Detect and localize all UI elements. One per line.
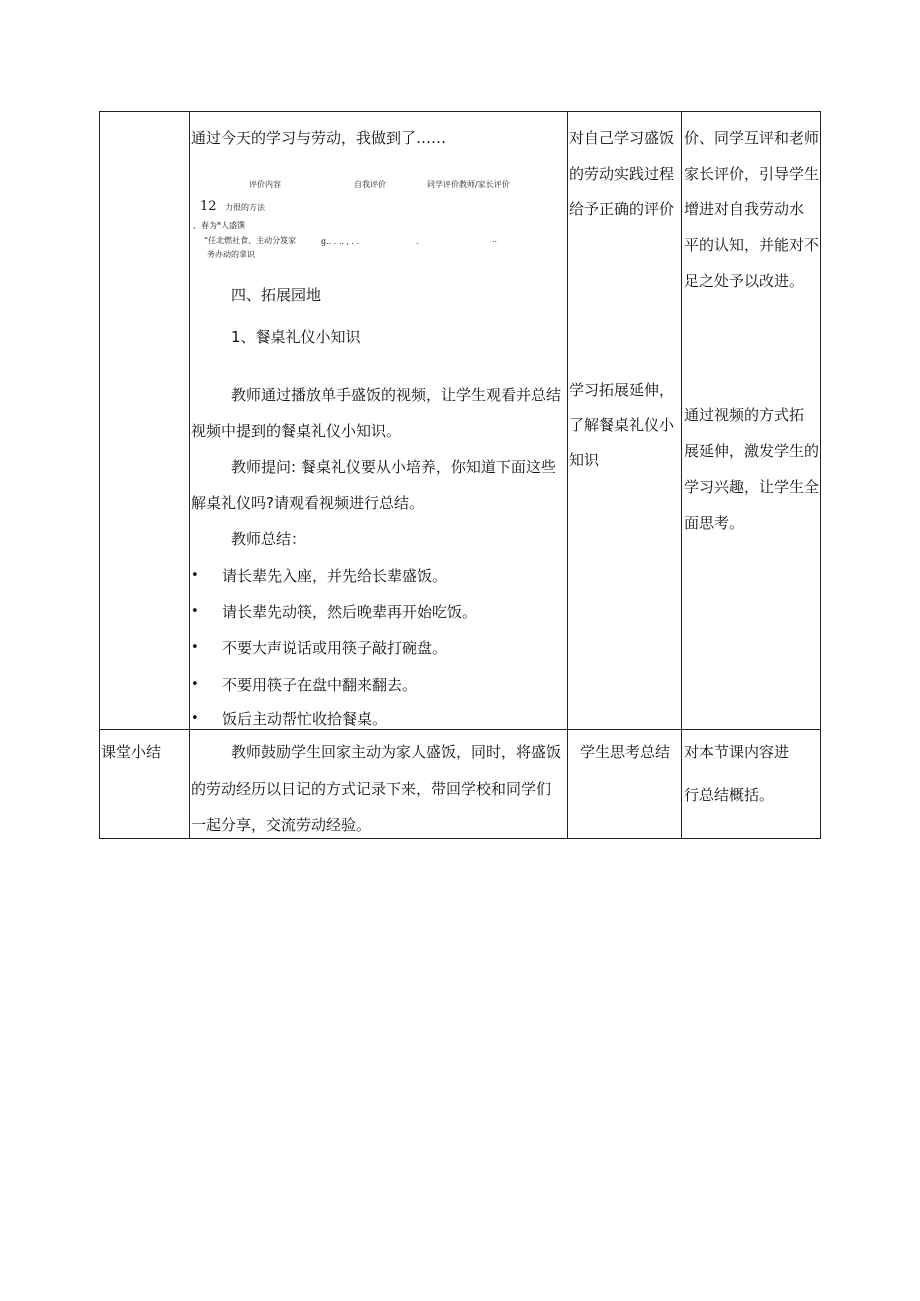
bullet-marker: • <box>191 604 199 619</box>
col4-line: 展延伸，激发学生的 <box>684 442 820 460</box>
eval-row3-text: “任北燃社食、主动分笈家 <box>204 236 297 245</box>
bullet-marker: • <box>191 677 199 692</box>
col3-line: 学习拓展延伸， <box>569 381 675 399</box>
col4-line: 学习兴趣，让学生全 <box>684 478 820 496</box>
design-intent-line: 对本节课内容进 <box>684 743 790 761</box>
bullet-marker: • <box>191 711 199 726</box>
list-item: 请长辈先入座，并先给长辈盛饭。 <box>222 567 448 585</box>
eval-row2-text: 、春为*人盛馔 <box>193 221 245 230</box>
design-intent-line: 行总结概括。 <box>684 786 775 804</box>
bullet-marker: • <box>191 568 199 583</box>
list-item: 请长辈先动筷，然后晚辈再开始吃饭。 <box>222 603 478 621</box>
list-item: 不要大声说话或用筷子敲打碗盘。 <box>222 639 448 657</box>
row-label-class-summary: 课堂小结 <box>101 743 162 761</box>
eval-row3-dots: g.. . .. , . . <box>321 237 360 246</box>
table-row-divider <box>99 729 821 730</box>
eval-row4-text: 务办动的拿识 <box>207 250 255 259</box>
table-col-divider-1 <box>189 111 190 839</box>
col4-line: 平的认知，并能对不 <box>684 236 820 254</box>
eval-header-self: 自我评价 <box>354 180 386 189</box>
summary-para-line: 的劳动经历以日记的方式记录下来，带回学校和同学们 <box>191 780 552 798</box>
col4-line: 面思考。 <box>684 514 745 532</box>
col3-line: 了解餐桌礼仪小 <box>569 416 675 434</box>
col4-line: 家长评价，引导学生 <box>684 165 820 183</box>
table-border-right <box>820 111 821 839</box>
summary-para-line: 一起分享，交流劳动经验。 <box>191 816 372 834</box>
paragraph-2-line-2: 解桌礼仪吗?请观看视频进行总结。 <box>191 494 424 512</box>
section-title: 四、拓展园地 <box>231 286 322 304</box>
student-activity-text: 学生思考总结 <box>580 743 671 761</box>
table-border-bottom <box>99 838 821 839</box>
list-item: 饭后主动帮忙收拾餐桌。 <box>222 710 388 728</box>
col3-line: 对自己学习盛饭 <box>569 129 675 147</box>
col4-line: 足之处予以改进。 <box>684 272 805 290</box>
paragraph-1-line-2: 视频中提到的餐桌礼仪小知识。 <box>191 422 402 440</box>
table-border-top <box>99 111 821 112</box>
col4-line: 增进对自我劳动水 <box>684 200 805 218</box>
col3-line: 给予正确的评价 <box>569 200 675 218</box>
table-border-left <box>99 111 100 839</box>
paragraph-2-line-1: 教师提问: 餐桌礼仪要从小培养，你知道下面这些 <box>231 458 556 476</box>
col4-line: 价、同学互评和老师 <box>684 129 820 147</box>
subsection-title: 1、餐桌礼仪小知识 <box>231 328 361 346</box>
eval-header-content: 评价内容 <box>249 180 281 189</box>
bullet-marker: • <box>191 640 199 655</box>
list-item: 不要用筷子在盘中翻来翻去。 <box>222 676 418 694</box>
summary-para-line: 教师鼓励学生回家主动为家人盛饭，同时，将盛饭 <box>231 743 562 761</box>
eval-row3-mark-2: .. <box>492 235 498 244</box>
eval-row1-number: 12 <box>200 199 217 214</box>
eval-header-peer-teacher: 同学评价教师/家长评价 <box>427 180 510 189</box>
table-col-divider-2 <box>567 111 568 839</box>
eval-row1-text: 力很的方法 <box>225 203 265 212</box>
col4-line: 通过视频的方式拓 <box>684 406 805 424</box>
col3-line: 知识 <box>569 451 600 469</box>
col3-line: 的劳动实践过程 <box>569 165 675 183</box>
intro-text: 通过今天的学习与劳动，我做到了…… <box>191 129 447 147</box>
table-col-divider-3 <box>681 111 682 839</box>
summary-label: 教师总结： <box>231 530 307 548</box>
eval-row3-mark: . <box>416 237 419 246</box>
paragraph-1-line-1: 教师通过播放单手盛饭的视频，让学生观看并总结 <box>231 386 562 404</box>
